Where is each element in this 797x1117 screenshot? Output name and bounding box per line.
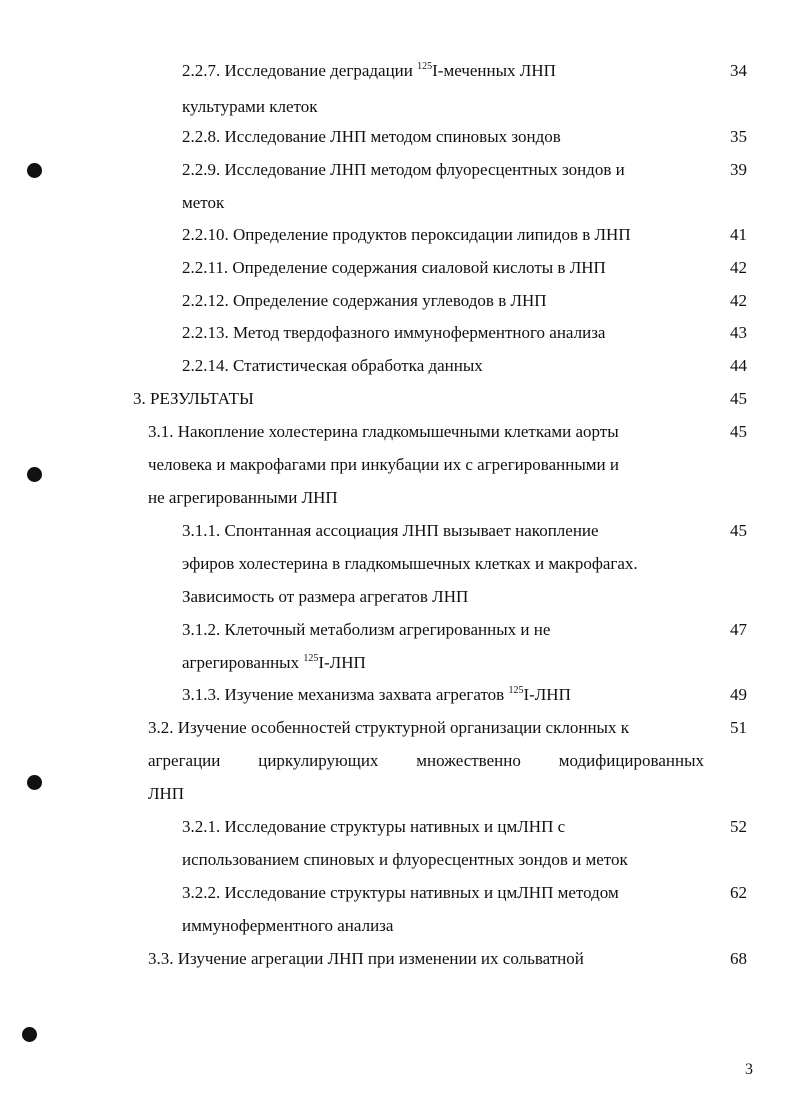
- toc-entry: [182, 54, 697, 123]
- toc-entry-line: [182, 54, 697, 90]
- toc-entry-text: 3.1.2. Клеточный метаболизм агрегированных и не: [182, 620, 551, 639]
- toc-entry-text: 3.2.2. Исследование структуры нативных и цмЛНП методом: [182, 883, 619, 902]
- toc-entry-line: [182, 810, 697, 843]
- toc-entry-line: [148, 415, 693, 448]
- toc-entry: [182, 349, 697, 382]
- toc-entry-line: [182, 514, 702, 547]
- isotope-superscript: 125: [303, 653, 319, 664]
- toc-entry: [182, 284, 697, 317]
- toc-page-number: 34: [730, 61, 747, 80]
- toc-entry-text: 2.2.8. Исследование ЛНП методом спиновых зондов: [182, 127, 561, 146]
- toc-entry-line: [182, 284, 697, 317]
- isotope-superscript: 125: [417, 61, 433, 72]
- toc-entry-line: [148, 744, 704, 777]
- toc-entry-text: 3. РЕЗУЛЬТАТЫ: [133, 389, 254, 408]
- toc-entry-line: [148, 448, 693, 481]
- toc-entry: [182, 120, 697, 153]
- toc-entry: [182, 613, 697, 682]
- toc-entry-text: 2.2.12. Определение содержания углеводов в ЛНП: [182, 291, 547, 310]
- toc-page-number: 49: [730, 685, 747, 704]
- toc-entry-text: 2.2.13. Метод твердофазного иммуноферментного анализа: [182, 323, 606, 342]
- toc-entry-text: Зависимость от размера агрегатов ЛНП: [182, 587, 469, 606]
- toc-page-number: 45: [730, 521, 747, 540]
- toc-page-number: 43: [730, 323, 747, 342]
- toc-entry-line: [182, 316, 697, 349]
- toc-entry-text: 2.2.9. Исследование ЛНП методом флуоресцентных зондов и: [182, 160, 625, 179]
- toc-entry-text: не агрегированными ЛНП: [148, 488, 338, 507]
- toc-entry: [182, 514, 702, 613]
- toc-entry-line: [182, 613, 697, 646]
- toc-page-number: 47: [730, 620, 747, 639]
- toc-entry-line: [148, 711, 704, 744]
- toc-entry-text: I-ЛНП: [523, 685, 571, 704]
- toc-entry: [148, 711, 704, 810]
- toc-entry: [182, 218, 697, 251]
- toc-entry-text: I-ЛНП: [318, 653, 366, 672]
- toc-entry-text: 3.1.3. Изучение механизма захвата агрегатов: [182, 685, 509, 704]
- toc-entry-text: человека и макрофагами при инкубации их с агрегированными и: [148, 455, 619, 474]
- toc-entry-text: 3.2. Изучение особенностей структурной организации склонных к: [148, 718, 629, 737]
- toc-page-number: 42: [730, 291, 747, 310]
- toc-page-number: 51: [730, 718, 747, 737]
- toc-entry-text: 3.3. Изучение агрегации ЛНП при изменении их сольватной: [148, 949, 584, 968]
- toc-entry-line: [148, 777, 704, 810]
- toc-entry-text: иммуноферментного анализа: [182, 916, 394, 935]
- toc-entry-text: агрегации циркулирующих множественно модифицированных: [148, 751, 704, 770]
- toc-entry-text: использованием спиновых и флуоресцентных зондов и меток: [182, 850, 628, 869]
- toc-page-number: 44: [730, 356, 747, 375]
- toc-entry-text: 2.2.14. Статистическая обработка данных: [182, 356, 483, 375]
- toc-entry-line: [182, 153, 697, 186]
- toc-entry-text: 2.2.10. Определение продуктов пероксидации липидов в ЛНП: [182, 225, 631, 244]
- toc-entry: [182, 153, 697, 219]
- toc-page-number: 52: [730, 817, 747, 836]
- toc-entry-line: [182, 547, 702, 580]
- toc-entry: [182, 678, 697, 714]
- toc-entry: [133, 382, 693, 415]
- toc-entry-text: I-меченных ЛНП: [432, 61, 556, 80]
- toc-page-number: 62: [730, 883, 747, 902]
- punch-hole-4: [22, 1027, 37, 1042]
- toc-entry-line: [182, 909, 697, 942]
- toc-entry: [148, 415, 693, 514]
- toc-page-number: 42: [730, 258, 747, 277]
- toc-entry-line: [182, 251, 697, 284]
- toc-entry-text: 2.2.7. Исследование деградации: [182, 61, 418, 80]
- toc-entry-line: [182, 218, 697, 251]
- toc-entry-line: [182, 876, 697, 909]
- toc-entry: [148, 942, 693, 975]
- toc-entry-line: [182, 646, 697, 682]
- toc-entry-text: эфиров холестерина в гладкомышечных клетках и макрофагах.: [182, 554, 638, 573]
- toc-entry-text: 3.1. Накопление холестерина гладкомышечными клетками аорты: [148, 422, 619, 441]
- toc-page-number: 41: [730, 225, 747, 244]
- toc-entry: [182, 810, 697, 876]
- toc-entry: [182, 876, 697, 942]
- toc-entry-line: [182, 120, 697, 153]
- toc-entry-line: [182, 186, 697, 219]
- toc-entry-text: 2.2.11. Определение содержания сиаловой кислоты в ЛНП: [182, 258, 606, 277]
- toc-entry-text: ЛНП: [148, 784, 185, 803]
- toc-entry-text: 3.2.1. Исследование структуры нативных и цмЛНП с: [182, 817, 566, 836]
- toc-page-number: 45: [730, 422, 747, 441]
- toc-entry-line: [148, 942, 693, 975]
- toc-page-number: 45: [730, 389, 747, 408]
- toc-entry-line: [182, 678, 697, 714]
- toc-entry-text: 3.1.1. Спонтанная ассоциация ЛНП вызывает накопление: [182, 521, 599, 540]
- toc-entry-line: [148, 481, 693, 514]
- toc-entry-text: культурами клеток: [182, 97, 318, 116]
- toc-entry: [182, 251, 697, 284]
- toc-page-number: 35: [730, 127, 747, 146]
- toc-entry-text: агрегированных: [182, 653, 304, 672]
- toc-entry-line: [182, 90, 697, 123]
- toc-entry: [182, 316, 697, 349]
- toc-entry-line: [133, 382, 693, 415]
- toc-entry-line: [182, 580, 702, 613]
- page-number: 3: [745, 1061, 753, 1078]
- toc-page-number: 68: [730, 949, 747, 968]
- isotope-superscript: 125: [508, 685, 524, 696]
- toc-entry-line: [182, 349, 697, 382]
- toc-entry-line: [182, 843, 697, 876]
- toc-entry-text: меток: [182, 193, 225, 212]
- toc-page-number: 39: [730, 160, 747, 179]
